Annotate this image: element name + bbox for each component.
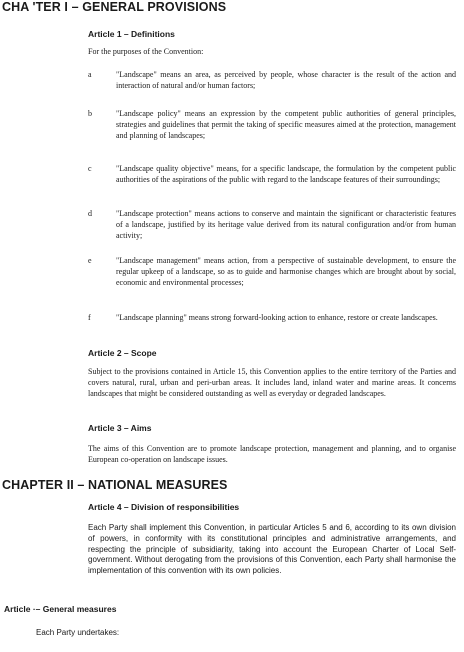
item-c-letter: c (88, 164, 92, 173)
item-b-letter: b (88, 109, 92, 118)
definition-landscape-policy: "Landscape policy" means an expression by the competent public authorities of general principles, strategies and guidelines that permit the taking of specific measures aimed at the protection, management and planning of landscapes; (116, 109, 456, 140)
article-2-heading: Article 2 – Scope (88, 348, 157, 358)
definition-landscape: "Landscape" means an area, as perceived by people, whose character is the result of the action and interaction of natural and/or human factors; (116, 70, 456, 90)
article-3-text: The aims of this Convention are to promote landscape protection, management and planning, and to organise European co-operation on landscape issues. (88, 444, 456, 464)
item-d-letter: d (88, 209, 92, 218)
chapter-2-title: CHAPTER II – NATIONAL MEASURES (2, 478, 228, 492)
article-4-text: Each Party shall implement this Convention, in particular Articles 5 and 6, according to its own division of powers, in conformity with its constitutional principles and administrative arrangements, and respecting the principle of subsidiarity, taking into account the European Charter of Local Self-government. Without derogating from the provisions of this Convention, each Party shall harmonise the implementation of this convention with its own policies. (88, 523, 456, 576)
article-4-heading: Article 4 – Division of responsibilities (88, 502, 240, 512)
chapter-1-title: CHA 'TER I – GENERAL PROVISIONS (2, 0, 227, 14)
article-2-text: Subject to the provisions contained in Article 15, this Convention applies to the entire territory of the Parties and covers natural, rural, urban and peri-urban areas. It includes land, inland water and marine areas. It concerns landscapes that might be considered outstanding as well as everyday or degraded landscapes. (88, 367, 456, 398)
article-1-heading: Article 1 – Definitions (88, 29, 175, 39)
item-a-letter: a (88, 70, 92, 79)
definition-landscape-protection: "Landscape protection" means actions to conserve and maintain the significant or characteristic features of a landscape, justified by its heritage value derived from its natural configuration and/or from human activity; (116, 209, 456, 240)
article-3-heading: Article 3 – Aims (88, 423, 152, 433)
item-f-letter: f (88, 313, 91, 322)
definition-landscape-management: "Landscape management" means action, from a perspective of sustainable development, to ensure the regular upkeep of a landscape, so as to guide and harmonise changes which are brought about by social, economic and environmental processes; (116, 256, 456, 287)
article-5-heading: Article ·– General measures (4, 604, 117, 614)
article-1-intro: For the purposes of the Convention: (88, 47, 204, 56)
definition-landscape-planning: "Landscape planning" means strong forward-looking action to enhance, restore or create landscapes. (116, 313, 438, 322)
item-e-letter: e (88, 256, 92, 265)
definition-landscape-quality-objective: "Landscape quality objective" means, for a specific landscape, the formulation by the competent public authorities of the aspirations of the public with regard to the landscape features of their surroundings; (116, 164, 456, 184)
article-5-intro: Each Party undertakes: (36, 628, 120, 637)
